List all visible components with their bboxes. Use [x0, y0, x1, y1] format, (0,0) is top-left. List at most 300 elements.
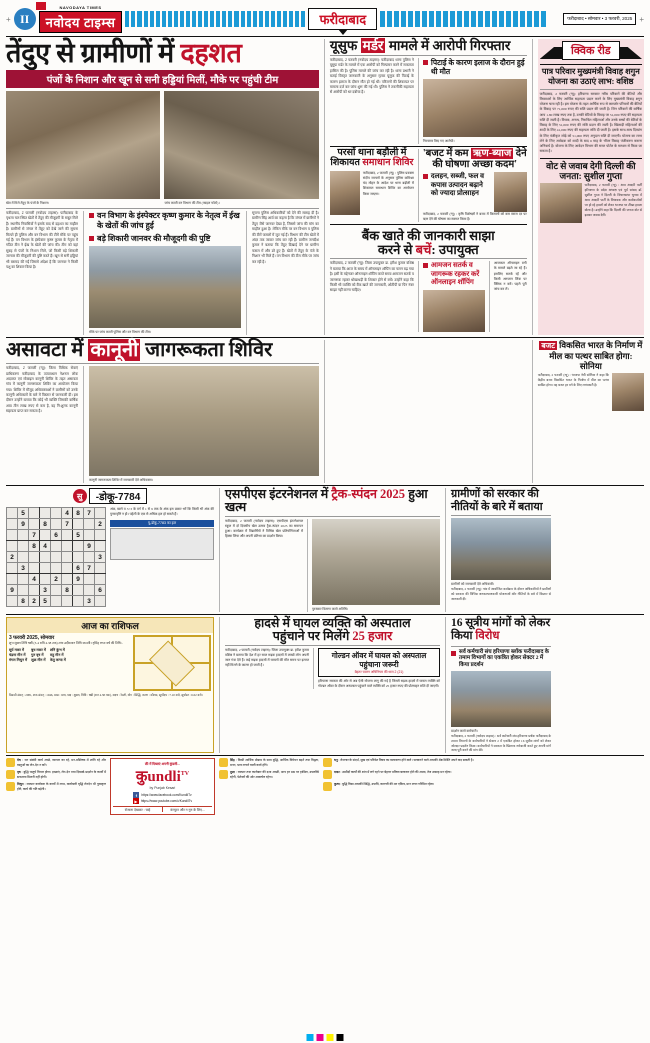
yusuf-bullet	[423, 58, 527, 76]
lead-headline	[6, 39, 319, 67]
sudoku-cell[interactable]: 2	[7, 552, 18, 563]
lead-body-row	[6, 211, 319, 335]
thana-body-text: फरीदाबाद, 2 फरवरी (न्यू) : पुलिस प्रवक्ता संदीप जागलों के अनुसार पुलिस कमिश्नर चंद मोहन के आदेश पर थाना बड़ौली में शिकायत समाधान शिविर का आयोजन किया जाएगा।	[362, 171, 414, 196]
zodiac-desc: धन संबंधी कार्य अच्छे, व्यापार का रहे, मन-मस्तिष्क में शांति रहे और वस्तुओं का लेन-देन न करें।	[17, 758, 106, 767]
sudoku-cell[interactable]: 7	[84, 563, 95, 574]
kundli-chart	[133, 635, 211, 691]
yusuf-headline	[330, 39, 527, 53]
yusuf-bullet-text: पिटाई के कारण इलाज के दौरान हुई थी मौत	[430, 58, 525, 77]
sidebar-budget-tag: बजट	[541, 341, 556, 351]
sudoku-cell[interactable]	[51, 596, 62, 607]
village-story	[451, 488, 551, 612]
sudoku-cell[interactable]	[40, 574, 51, 585]
zodiac-name: मेष	[17, 758, 21, 763]
sidebar-budget-block	[538, 340, 644, 483]
thana-body-row	[330, 171, 414, 215]
zodiac-leo-icon	[219, 758, 228, 767]
lead-headline-part1: तेंदुए से ग्रामीणों में	[6, 38, 181, 68]
sudoku-cell[interactable]	[51, 519, 62, 530]
sudoku-row	[7, 541, 106, 552]
lead-bullet-1	[89, 211, 241, 231]
yusuf-photo-caption: गिरफ्तार किए गए आरोपी।	[422, 139, 455, 144]
horoscope-title: आज का राशिफल	[7, 618, 213, 633]
sudoku-cell[interactable]	[62, 596, 73, 607]
bank-headline-emphasis: बचें	[415, 241, 432, 257]
sudoku-cell[interactable]	[51, 552, 62, 563]
accident-headline-emphasis: 25 हजार	[352, 629, 393, 644]
lead-group-photo	[89, 246, 241, 328]
sudoku-cell[interactable]: 9	[7, 585, 18, 596]
sidebar-budget-headline-text: विकसित भारत के निर्माण में मील का पत्थर साबित होगा: सोनिया	[549, 340, 643, 371]
planet-3: मंगल मिथुन में	[9, 658, 28, 663]
bullet-square-icon	[423, 174, 428, 179]
sudoku-cell[interactable]	[18, 585, 29, 596]
legal-headline-a: असावटा में	[6, 339, 89, 362]
accident-story	[225, 617, 440, 753]
sudoku-cell[interactable]	[51, 585, 62, 596]
zodiac-desc: बुद्धि विद्या आपकी सिद्धि, उपाधि, कारगरी की मन एकित्र, मान लगन गरिमित रहेगा।	[342, 782, 435, 787]
sudoku-cell[interactable]	[29, 552, 40, 563]
legal-text-col	[6, 366, 78, 483]
planet-5: गुरु वृष में	[31, 653, 44, 658]
horoscope-info-col	[9, 635, 130, 691]
sudoku-cell[interactable]	[29, 508, 40, 519]
accident-box-sub: बेहतर चालन अधिनियम की धारा 2 (21)	[354, 670, 404, 675]
zodiac-aquarius-icon	[323, 782, 332, 791]
ad-brand-tv: TV	[180, 771, 190, 778]
fourth-band-row	[6, 617, 644, 753]
legal-photo-col	[89, 366, 319, 483]
lead-photo-left-wrap	[6, 91, 160, 206]
sudoku-cell[interactable]: 9	[84, 541, 95, 552]
bullet-square-icon	[423, 263, 428, 268]
sudoku-cell[interactable]	[18, 552, 29, 563]
sudoku-row	[7, 552, 106, 563]
zodiac-col-right	[323, 758, 644, 815]
sudoku-cell[interactable]	[7, 574, 18, 585]
horoscope-top-row	[7, 633, 213, 693]
sudoku-block	[6, 488, 214, 612]
dateline: फरीदाबाद • सोमवार • 3 फरवरी, 2025	[563, 13, 636, 25]
accident-headline	[225, 617, 440, 643]
sudoku-cell[interactable]	[95, 596, 106, 607]
thana-headline-emphasis: समाधान शिविर	[362, 158, 414, 169]
zodiac-desc: रोजगार के संदर्भ, सुख एवं परिवेश विषय का वातावरण होने वाले। चलकरने वाले आपकी श्रेष्ठ स्थिति अपने कद सकती है।	[340, 758, 474, 763]
zodiac-desc: व्यापार कारोबार के कार्यों में लाभ, कारोबारी वृद्धि लेनदेन भी पुरस्कृत्त होंगे, कार्य की गति बढ़ेगी।	[17, 782, 106, 791]
bullet-square-icon	[451, 651, 456, 656]
accident-headline-a: हादसे में घायल व्यक्ति को अस्पताल	[254, 616, 411, 631]
village-meeting-photo	[451, 518, 551, 580]
bank-bullet	[423, 261, 485, 287]
sudoku-cell[interactable]	[84, 574, 95, 585]
sudoku-cell[interactable]	[51, 563, 62, 574]
lead-headline-emphasis: दहशत	[180, 38, 242, 68]
second-band-row	[6, 340, 644, 483]
sudoku-cell[interactable]	[7, 519, 18, 530]
thana-headline-b: शिकायत	[330, 158, 363, 169]
zodiac-name: मिथुन	[17, 782, 24, 787]
sudoku-cell[interactable]	[73, 552, 84, 563]
decorative-bar-strip-left	[125, 11, 305, 27]
sps-headline-a: एसपीएस इंटरनेशनल में	[225, 487, 332, 502]
sudoku-cell[interactable]	[29, 519, 40, 530]
sudoku-title-row	[6, 488, 214, 504]
zodiac-col-left	[6, 758, 106, 815]
bullet-square-icon	[89, 236, 94, 241]
ad-brand-name: undli	[147, 769, 181, 786]
horoscope-planets	[9, 648, 130, 663]
sudoku-cell[interactable]	[95, 541, 106, 552]
accident-right-col	[318, 648, 440, 689]
sudoku-cell[interactable]	[73, 585, 84, 596]
sudoku-cell[interactable]	[7, 541, 18, 552]
sudoku-cell[interactable]: 3	[84, 596, 95, 607]
zodiac-libra-icon	[219, 770, 228, 779]
village-photo-caption: ग्रामीणों को जानकारी देते अधिकारी।	[451, 582, 495, 587]
sudoku-cell[interactable]	[95, 574, 106, 585]
sudoku-cell[interactable]: 8	[40, 519, 51, 530]
sudoku-cell[interactable]	[29, 585, 40, 596]
accident-box-title: गोल्डन ऑवर में घायल को अस्पताल पहुंचाना जरूरी	[331, 651, 427, 670]
yusuf-text-col	[330, 58, 414, 144]
zodiac-col-mid	[219, 758, 319, 815]
sudoku-cell[interactable]: 3	[95, 552, 106, 563]
protest-headline-a: 16 सूत्रीय मांगों को लेकर किया	[451, 617, 551, 643]
zodiac-desc: बुद्धि चातुर्य विचार होगा। इच्छाएं, लेन-देन तथा दिखावे-प्रदर्शन के कार्यों में सफलता मिलनी नहीं होगी।	[17, 770, 107, 779]
ad-youtube-link[interactable]	[113, 798, 212, 804]
sudoku-cell[interactable]	[95, 530, 106, 541]
sps-story	[225, 488, 440, 612]
section-rule-4	[6, 755, 644, 756]
thana-headline	[330, 149, 414, 169]
budget-expert-photo	[494, 172, 527, 212]
sudoku-cell[interactable]: 3	[40, 585, 51, 596]
zodiac-text: कुम्भ : बुद्धि विद्या आपकी सिद्धि, उपाधि, कारगरी की मन एकित्र, मान लगन गरिमित रहेगा।	[334, 782, 435, 787]
budget-headline-c: देने की घोषणा अच्छा कदम'	[432, 148, 527, 170]
sudoku-cell[interactable]: 4	[62, 508, 73, 519]
sudoku-cell[interactable]	[7, 508, 18, 519]
sudoku-info-col	[110, 507, 214, 607]
sidebar-budget-text: फरीदाबाद, 2 फरवरी (न्यू) : भाजपा नेत्री सोनिया ने कहा कि केंद्रीय बजट विकसित भारत के निर्माण में मील का पत्थर साबित होगा। यह बजट हर वर्ग के लिए लाभकारी है।	[537, 372, 610, 387]
sudoku-cell[interactable]	[40, 563, 51, 574]
yusuf-body-row	[330, 58, 527, 144]
bullet-square-icon	[423, 60, 428, 65]
lead-story-column	[6, 39, 319, 335]
legal-body-text: फरीदाबाद, 2 फरवरी (न्यू): जिला विधिक सेवाएं प्राधिकरण फरीदाबाद के तत्वावधान नेशनल लोक अदालत एवं मोबाइल कानूनी शिविर के तहत असावटा गांव में कानूनी जागरूकता शिविर का आयोजन किया गया। शिविर में मौजूद अधिवक्ताओं ने ग्रामीणों को उनके कानूनी अधिकारों के बारे में विस्तार से जानकारी दी। इस दौरान उन्होंने बताया कि कोई भी व्यक्ति जिसकी वार्षिक आय तीन लाख रुपए से कम है, वह नि:शुल्क कानूनी सहायता प्राप्त कर सकता है।	[6, 366, 78, 414]
sudoku-cell[interactable]	[7, 530, 18, 541]
sudoku-row	[7, 508, 106, 519]
sudoku-cell[interactable]: 4	[29, 574, 40, 585]
sudoku-cell[interactable]: 6	[51, 530, 62, 541]
sudoku-cell[interactable]: 6	[95, 585, 106, 596]
sudoku-cell[interactable]	[51, 508, 62, 519]
sps-body-text: फरीदाबाद, 2 फरवरी (नवोदय टाइम्स): एसपीएस इंटरनेशनल स्कूल में दो दिवसीय खेल उत्सव ट्रैक-स्पंदन 2025 का समापन हुआ। कार्यक्रम में विद्यार्थियों ने विभिन्न खेल प्रतियोगिताओं में हिस्सा लिया और अपनी प्रतिभा का प्रदर्शन किया।	[225, 519, 303, 539]
zodiac-item	[323, 770, 644, 779]
lead-subhead: पंजों के निशान और खून से सनी हड्डियां मिलीं, मौके पर पहुंची टीम	[6, 70, 319, 88]
budget-bullet	[423, 172, 491, 212]
yusuf-accused-photo	[423, 79, 527, 137]
publisher-logo: II	[14, 8, 36, 30]
masthead-logo-block	[39, 5, 123, 33]
sudoku-cell[interactable]	[62, 530, 73, 541]
zodiac-desc: व्यापार तथा कारोबार की दशा अच्छी, आप हर प्रश्न पर हासिल, उपलब्धि रहेगी, पेशेवरों की ओर आकर्षण रहेगा।	[230, 770, 319, 779]
sonia-photo	[612, 373, 644, 411]
sushil-body-row	[540, 183, 642, 223]
ad-footer-right: कंप्यूटर और न गुरु के लिए...	[170, 808, 205, 813]
accident-body-row	[225, 648, 440, 689]
sudoku-cell[interactable]: 2	[95, 519, 106, 530]
sudoku-answer-grid	[110, 528, 214, 560]
sps-photo-col	[312, 519, 440, 612]
zodiac-name: मकर	[334, 770, 340, 775]
ad-facebook-url: https://www.facebook.com/KundliTv	[141, 793, 192, 798]
thana-block	[330, 149, 414, 222]
sudoku-cell[interactable]: 5	[73, 530, 84, 541]
planet-col-1	[9, 648, 27, 663]
sudoku-cell[interactable]: 9	[73, 574, 84, 585]
sidebar-budget-headline	[538, 340, 644, 371]
quick-read-headline: पात्र परिवार मुख्यमंत्री विवाह शगुन योजना का उठाएं लाभ: वशिष्ठ	[541, 67, 640, 86]
sps-body-row	[225, 519, 440, 612]
sushil-body-text: फरीदाबाद, 2 फरवरी (न्यू) : आम आदमी पार्टी हरियाणा के प्रदेश अध्यक्ष एवं पूर्व सांसद डॉ. सुशील गुप्ता ने दिल्ली के विधानसभा चुनाव में आम आदमी पार्टी के विधायक और कार्यकर्ताओं पर हो रहे हमलों को लेकर भाजपा पर तीखा हमला बोला है। उन्होंने कहा कि दिल्ली की जनता वोट से इसका जवाब देगी।	[584, 183, 642, 217]
bank-text-col	[330, 261, 414, 332]
thana-budget-row	[330, 149, 527, 222]
lead-bullet-1-text: वन विभाग के इंस्पेक्टर कृष्ण कुमार के नेतृत्व में ईख के खेतों की जांच हुई	[97, 211, 240, 230]
section-rule-2	[6, 485, 644, 486]
city-edition-tab[interactable]: फरीदाबाद	[308, 8, 377, 30]
sudoku-cell[interactable]	[29, 563, 40, 574]
sudoku-cell[interactable]: 2	[29, 596, 40, 607]
sudoku-cell[interactable]	[84, 530, 95, 541]
horoscope-block	[6, 617, 214, 753]
budget-body-text: फरीदाबाद, 2 फरवरी (न्यू) : कृषि विशेषज्ञों ने बजट में किसानों को कम ब्याज दर पर ऋण देने की घोषणा का स्वागत किया है।	[422, 212, 527, 222]
zodiac-text: तुला : व्यापार तथा कारोबार की दशा अच्छी, आप हर प्रश्न पर हासिल, उपलब्धि रहेगी, पेशेवरों की ओर आकर्षण रहेगा।	[230, 770, 319, 779]
sudoku-cell[interactable]: 2	[51, 574, 62, 585]
accident-headline-b: पहुंचाने पर मिलेंगे	[272, 629, 353, 644]
bank-body-text: फरीदाबाद, 2 फरवरी (न्यू): जिला उपायुक्त डा. हरीश कुमार वशिष्ठ ने बताया कि आज के समय में ऑनलाइन शॉपिंग का चलन बढ़ गया है। इसी के मद्देनजर ऑनलाइन शॉपिंग करते समय आमजन सतर्क व जागरूक रहकर धोखाधड़ी के शिकार होने से बचें। उन्होंने कहा कि किसी भी व्यक्ति को बैंक खाते की जानकारी, ओटीपी या पिन नंबर साझा नहीं करना चाहिए।	[329, 261, 414, 293]
crop-mark-icon-right: +	[639, 14, 644, 24]
sushil-headline-b: जनता: सुशील गुप्ता	[559, 171, 623, 182]
sudoku-row	[7, 519, 106, 530]
quick-read-tab[interactable]	[540, 41, 642, 60]
accident-left-col	[225, 648, 309, 689]
lead-photo-left-caption: खेत में मिले तेंदुए के पंजों के निशान।	[6, 201, 50, 206]
middle-column	[330, 39, 527, 335]
section-rule-3	[6, 614, 644, 615]
zodiac-sagittarius-icon	[323, 758, 332, 767]
planet-9: केतु कन्या में	[49, 658, 66, 663]
ad-youtube-url: https://www.youtube.com/c/KundliTv	[140, 799, 193, 804]
sudoku-cell[interactable]	[18, 574, 29, 585]
legal-camp-story	[6, 340, 319, 483]
lead-photo-left	[6, 91, 160, 199]
accident-body-right: हरियाणा सरकार की ओर से अब ऐसी योजना लागू की गई है जिसमें सड़क हादसे में घायल व्यक्ति को गोल्डन ऑवर के दौरान अस्पताल पहुंचाने वाले व्यक्ति को 25 हजार रुपए की प्रोत्साहन राशि दी जाएगी।	[318, 679, 440, 689]
sudoku-grid[interactable]	[6, 507, 106, 607]
third-band-row	[6, 488, 644, 612]
sudoku-answer-label: पू-डोकू-7783 का हल	[110, 520, 214, 527]
zodiac-text: मिथुन : व्यापार कारोबार के कार्यों में लाभ, कारोबारी वृद्धि लेनदेन भी पुरस्कृत्त होंगे, कार्य की गति बढ़ेगी।	[17, 782, 106, 791]
lead-bullet-2-text: बड़े शिकारी जानवर की मौजूदगी की पुष्टि	[97, 233, 211, 243]
sudoku-cell[interactable]: 8	[29, 541, 40, 552]
bank-body-row	[330, 261, 527, 332]
lead-body-col1	[6, 211, 78, 335]
quick-read-column	[538, 39, 644, 335]
protest-story	[451, 617, 551, 753]
planet-1: सूर्य मकर में	[9, 648, 25, 653]
thana-headline-a: परसों थाना बड़ौली में	[337, 148, 407, 159]
bank-official-photo	[423, 290, 485, 332]
horoscope-panchang: शुभ शुक्ल तिथि षष्ठी (3-4 रात्रि 4.38 तक) तथा उदीयमान तिथि सप्तमी। नृसिंह रूप्य वर्ष की तिथि:-	[9, 641, 123, 646]
zodiac-text: मकर : उम्मीदों कार्यों की शांत में लगे रहने पर बेहतर भविष्य बरकरार होने की आशा, तेज उत्साह मन रहेगा।	[334, 770, 452, 775]
legal-body-row	[6, 366, 319, 483]
decorative-bar-strip-right	[380, 11, 560, 27]
sps-headline-c: हुआ खत्म	[225, 487, 428, 515]
sudoku-cell[interactable]: 3	[18, 563, 29, 574]
zodiac-desc: उम्मीदों कार्यों की शांत में लगे रहने पर बेहतर भविष्य बरकरार होने की आशा, तेज उत्साह मन रहेगा।	[342, 770, 452, 775]
sudoku-row	[7, 574, 106, 585]
sudoku-title: -डोकू-7784	[89, 488, 148, 504]
zodiac-text: मेष : धन संबंधी कार्य अच्छे, व्यापार का रहे, मन-मस्तिष्क में शांति रहे और वस्तुओं का लेन-देन न करें।	[17, 758, 106, 767]
zodiac-text: सिंह : किसी आर्थिक प्रोग्राम के साथ बुद्धि, आर्थिक विवेचन बढ़ने तथा विद्वता, मनन, भाव लगाने वाली कार्य होंगे।	[230, 758, 319, 767]
sudoku-cell[interactable]: 5	[18, 508, 29, 519]
sudoku-cell[interactable]: 5	[40, 596, 51, 607]
planet-8: राहु मीन में	[49, 653, 64, 658]
sps-headline	[225, 488, 440, 514]
sidebar-budget-body-row	[538, 373, 644, 411]
kundli-tv-ad[interactable]	[110, 758, 215, 815]
sudoku-cell[interactable]: 7	[29, 530, 40, 541]
cmyk-registration-marks	[307, 1034, 344, 1041]
masthead-logo-english: NAVODAYA TIMES	[59, 5, 102, 10]
planet-4: बुध मकर में	[31, 648, 46, 653]
lead-photo-right	[164, 91, 318, 199]
budget-block	[423, 149, 527, 222]
masthead	[6, 4, 644, 34]
zodiac-name: वृष	[17, 770, 21, 775]
bullet-square-icon	[89, 213, 94, 218]
zodiac-aries-icon	[6, 758, 15, 767]
horoscope-footnote: विक्रमी संवत् : 2081, शक संवत् : 1946, मास : माघ, पक्ष : शुक्ल, तिथि : षष्ठी (रात 4.38 तक), नक्षत्र : रेवती, योग : सिद्धि, करण : कौलव, सूर्योदय : 7.10 बजे, सूर्यास्त : 6.02 बजे।	[9, 693, 203, 698]
sushil-gupta-photo	[540, 183, 582, 223]
ad-footer-left: रोजाना देखकर : चाहे	[113, 807, 163, 812]
legal-headline-highlight: कानूनी	[90, 339, 139, 362]
sudoku-cell[interactable]	[18, 530, 29, 541]
budget-body-row	[423, 172, 527, 212]
facebook-icon: f	[133, 792, 139, 798]
sudoku-cell[interactable]: 8	[62, 585, 73, 596]
sudoku-cell[interactable]	[62, 552, 73, 563]
sudoku-cell[interactable]	[7, 563, 18, 574]
sudoku-cell[interactable]	[40, 508, 51, 519]
sudoku-cell[interactable]	[95, 563, 106, 574]
sudoku-cell[interactable]: 8	[73, 508, 84, 519]
village-body-text: फरीदाबाद, 2 फरवरी (न्यू): गांव में आयोजित कार्यक्रम के दौरान अधिकारियों ने ग्रामीणों को सरकार की विभिन्न जनकल्याणकारी योजनाओं और नीतियों के बारे में विस्तार से जानकारी दी।	[451, 587, 551, 602]
lead-body-col3-text: सूचना पुलिस अधिकारियों को देने की सलाह दी है। ग्रामीण सिंह आर्य का कहना है कि जंगल में ग्रामीणों ने तेंदुए जैसे जानवर देखा है, जिससे जांच की मांग का माहौल हुआ है। लेकिन मौके पर वन विभाग व पुलिस की टीमें फसलों में जुट गई हैं। विभाग की टीम खेतों में अंदर तक जाकर जांच कर रही हैं। ग्रामीण जगदीश कुमार ने बताया कि तेंदुए दिखाई देने पर ग्रामीण फसल में और डरे हुए हैं। खेतों में तेंदुए के पंजे के निशान भी मिले हैं। वन विभाग की टीम मौके पर जांच कर रही है।	[252, 211, 319, 264]
zodiac-item	[323, 758, 644, 767]
masthead-logo-hindi: नवोदय टाइम्स	[39, 11, 123, 33]
sudoku-cell[interactable]: 6	[73, 563, 84, 574]
sudoku-cell[interactable]: 9	[18, 519, 29, 530]
sushil-headline-a: वोट से जवाब देगी दिल्ली की	[546, 160, 636, 171]
zodiac-capricorn-icon	[323, 770, 332, 779]
yusuf-headline-highlight: मर्डर	[362, 38, 384, 53]
zodiac-item	[219, 770, 319, 779]
lead-group-photo-caption: मौके पर जांच करती पुलिस और वन विभाग की टीम।	[89, 330, 152, 335]
sudoku-cell[interactable]: 4	[40, 541, 51, 552]
sudoku-cell[interactable]: 7	[84, 508, 95, 519]
quick-read-label: क्विक रीड	[562, 41, 620, 60]
sudoku-cell[interactable]	[40, 530, 51, 541]
thana-officer-photo	[330, 171, 360, 215]
zodiac-text: धनु : रोजगार के संदर्भ, सुख एवं परिवेश विषय का वातावरण होने वाले। चलकरने वाले आपकी श्रेष्ठ स्थिति अपने कद सकती है।	[334, 758, 474, 763]
lead-photo-right-caption: जांच करती वन विभाग की टीम (फाइल फोटो)।	[164, 201, 220, 206]
bank-side-text: आजकल ऑनलाइन ठगी के मामले बढ़ते जा रहे हैं। इसलिए सतर्क रहें और किसी अनजान लिंक पर क्लिक न करें। पहले पूरी जांच कर लें।	[493, 261, 527, 291]
ad-brand-sub: by Punjab Kesari	[149, 786, 176, 791]
planet-2: चंद्रमा मीन में	[9, 653, 26, 658]
main-content-row	[6, 39, 644, 335]
sudoku-instructions: अंक, खाने व 3×3 के वर्ग में 1 से 9 तक के अंक इस प्रकार भरें कि किसी भी अंक की पुनरावृत्ति न हो। पहेली के एक से अधिक हल हो सकते हैं।	[110, 507, 214, 517]
legal-camp-photo	[89, 366, 319, 476]
sudoku-cell[interactable]	[95, 508, 106, 519]
ad-brand	[113, 766, 212, 786]
sudoku-cell[interactable]	[73, 519, 84, 530]
budget-headline-highlight: ऋण-ब्याज	[473, 148, 512, 160]
sudoku-row	[7, 563, 106, 574]
zodiac-name: कुम्भ	[334, 782, 340, 787]
sudoku-cell[interactable]	[51, 541, 62, 552]
sudoku-cell[interactable]	[73, 541, 84, 552]
legal-headline-c: जागरूकता शिविर	[140, 339, 273, 362]
sudoku-cell[interactable]	[62, 563, 73, 574]
logo-corner-mark	[36, 2, 46, 10]
sudoku-cell[interactable]	[7, 596, 18, 607]
sudoku-cell[interactable]: 8	[18, 596, 29, 607]
sps-headline-emphasis: ट्रैक-स्पंदन 2025	[331, 487, 406, 502]
planet-6: शुक्र मीन में	[31, 658, 46, 663]
protest-photo-caption: प्रदर्शन करते कर्मचारी।	[451, 728, 478, 733]
sushil-gupta-headline	[540, 161, 642, 182]
sps-photo-caption: पुरस्कार वितरण करते अतिथि।	[312, 607, 349, 612]
footer-row	[6, 758, 644, 815]
yusuf-body-text: फरीदाबाद, 2 फरवरी (नवोदय टाइम्स): फरीदाबाद थाना पुलिस ने यूसुफ मर्डर के मामले में एक आरोपी को गिरफ्तार करने में सफलता हासिल की है। पुलिस मामले की जांच कर रही है। थाना प्रभारी ने बताई विस्तृत जानकारी के अनुसार मृतक यूसुफ की पिटाई के कारण इलाज के दौरान मौत हो गई थी। परिजनों की शिकायत पर मामला दर्ज कर जांच शुरू की गई थी। पुलिस ने तकनीकी सहायता से आरोपी को धर दबोचा है।	[329, 58, 414, 95]
sudoku-cell[interactable]	[73, 596, 84, 607]
masthead-rule	[6, 36, 644, 37]
quick-read-body: फरीदाबाद, 2 फरवरी (न्यू): हरियाणा सरकार गरीब परिवारों की बेटियों और विधवाओं के लिए आर्थिक सहायता प्रदान करने के लिए मुख्यमंत्री विवाह शगुन योजना चला रही है। इस योजना के तहत आर्थिक रूप से कमजोर परिवारों की बेटियों के विवाह पर 71,000 रुपए की राशि प्रदान की जाती है। जिन परिवारों की वार्षिक आय 1.80 लाख रुपए तक है, उनकी बेटियों के विवाह पर 51,000 रुपए की सहायता राशि दी जाती है। विधवा, अनाथ, निराश्रित महिलाओं और उनके बच्चों की बेटियों के विवाह के लिए 51,000 रुपए की राशि प्रदान की जाती है। खिलाड़ी महिलाओं की शादी के लिए 41,000 रुपए की सहायता राशि दी जाती है। इसके साथ-साथ दिव्यांग के लिए पंजीकृत जोड़े को 51,000 रुपए अनुदान राशि दी जाएगी। योजना का लाभ लेने के लिए आवेदक को शादी के बाद 6 माह के भीतर विवाह पंजीकरण कराना अनिवार्य है। योजना के लिए आवेदन विभाग की सरल पोर्टल के माध्यम से किया जा सकता है।	[539, 91, 642, 154]
sudoku-cell[interactable]	[40, 552, 51, 563]
sudoku-cell[interactable]	[84, 552, 95, 563]
yusuf-headline-c: मामले में आरोपी गिरफ्तार	[385, 38, 511, 53]
zodiac-name: सिंह	[230, 758, 235, 763]
sudoku-cell[interactable]	[62, 541, 73, 552]
sudoku-cell[interactable]: 7	[62, 519, 73, 530]
crop-mark-icon: +	[6, 14, 11, 24]
youtube-icon: ▶	[134, 798, 138, 804]
village-headline: ग्रामीणों को सरकार की नीतियों के बारे में बताया	[451, 488, 543, 513]
sudoku-row	[7, 530, 106, 541]
protest-bullet	[451, 649, 551, 669]
ad-footer-row	[113, 806, 212, 812]
sudoku-cell[interactable]	[62, 574, 73, 585]
bank-headline	[330, 229, 527, 256]
zodiac-item	[219, 758, 319, 767]
sudoku-cell[interactable]	[84, 519, 95, 530]
protest-headline	[451, 617, 551, 643]
bank-headline-a: बैंक खाते की जानकारी साझा	[361, 228, 495, 244]
sudoku-cell[interactable]	[84, 585, 95, 596]
zodiac-gemini-icon	[6, 782, 15, 791]
lead-photo-row	[6, 91, 319, 206]
sudoku-cell[interactable]	[18, 541, 29, 552]
